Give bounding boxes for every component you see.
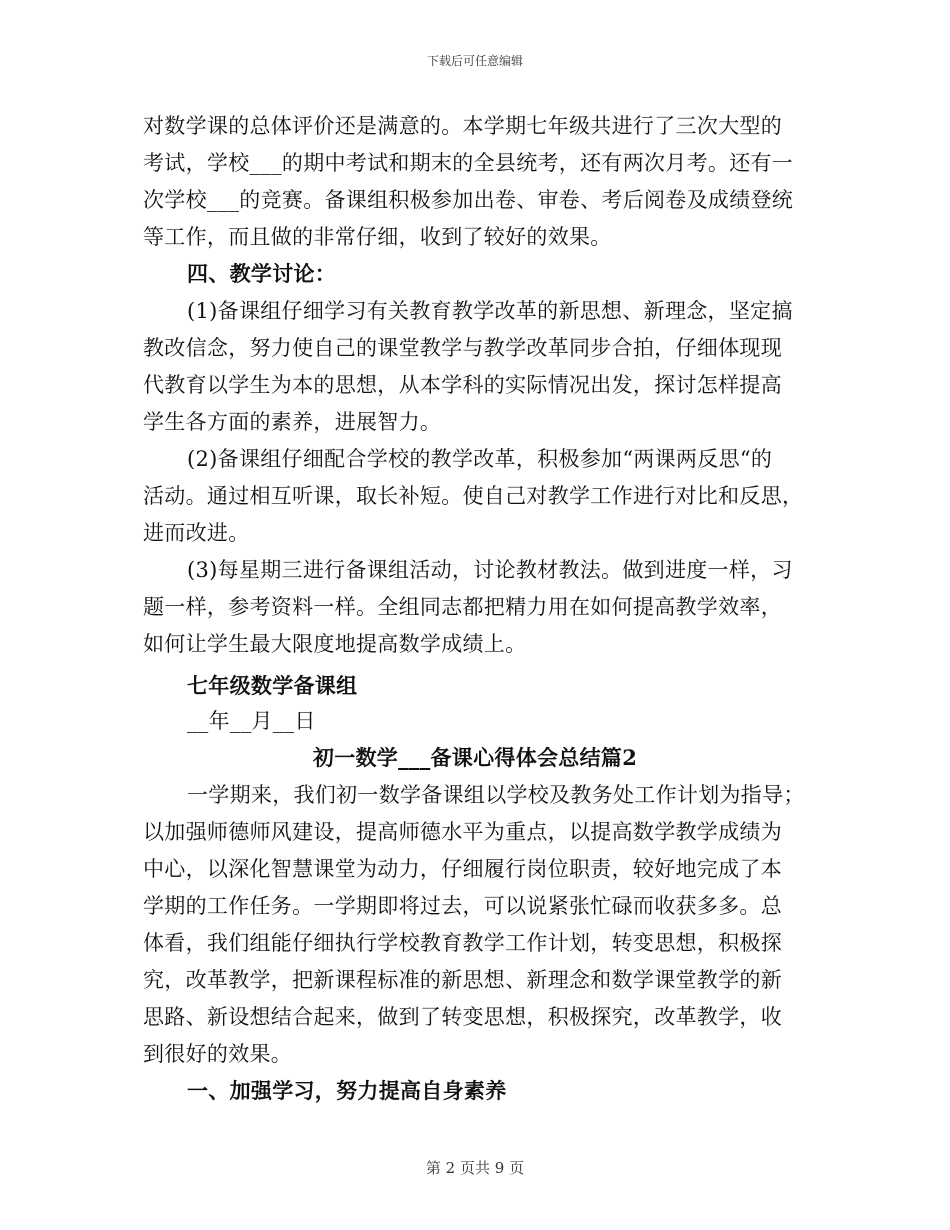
signature-date: __年__月__日	[187, 709, 316, 733]
body-line: 题一样，参考资料一样。全组同志都把精力用在如何提高教学效率，	[143, 595, 782, 619]
body-line: 对数学课的总体评价还是满意的。本学期七年级共进行了三次大型的	[143, 114, 782, 138]
body-line: 中心，以深化智慧课堂为动力，仔细履行岗位职责，较好地完成了本	[143, 857, 782, 881]
article-title: 初一数学___备课心得体会总结篇2	[312, 745, 638, 770]
page-footer: 第 2 页共 9 页	[425, 1159, 525, 1177]
body-line: 活动。通过相互听课，取长补短。使自己对教学工作进行对比和反思，	[143, 484, 804, 508]
body-line: 如何让学生最大限度地提高数学成绩上。	[143, 632, 527, 656]
body-line: 以加强师德师风建设，提高师德水平为重点，以提高数学教学成绩为	[143, 820, 782, 844]
section-heading: 四、教学讨论：	[187, 261, 337, 286]
body-line: 到很好的效果。	[143, 1042, 293, 1066]
body-line: 体看，我们组能仔细执行学校教育教学工作计划，转变思想，积极探	[143, 931, 782, 955]
body-line: 等工作，而且做的非常仔细，收到了较好的效果。	[143, 225, 612, 249]
body-line: (2)备课组仔细配合学校的教学改革，积极参加“两课两反思“的	[187, 447, 773, 471]
body-line: 学期的工作任务。一学期即将过去，可以说紧张忙碌而收获多多。总	[143, 894, 782, 918]
section-heading: 一、加强学习，努力提高自身素养	[187, 1078, 507, 1103]
body-line: 一学期来，我们初一数学备课组以学校及教务处工作计划为指导；	[187, 783, 805, 807]
page-header: 下载后可任意编辑	[426, 54, 523, 68]
body-line: (3)每星期三进行备课组活动，讨论教材教法。做到进度一样，习	[187, 558, 793, 582]
body-line: 次学校___的竞赛。备课组积极参加出卷、审卷、考后阅卷及成绩登统	[143, 188, 794, 212]
body-line: 教改信念，努力使自己的课堂教学与教学改革同步合拍，仔细体现现	[143, 336, 782, 360]
body-line: 学生各方面的素养，进展智力。	[143, 410, 442, 434]
signature-group: 七年级数学备课组	[187, 673, 358, 698]
body-line: 代教育以学生为本的思想，从本学科的实际情况出发，探讨怎样提高	[143, 373, 782, 397]
body-line: 进而改进。	[143, 521, 250, 545]
body-line: (1)备课组仔细学习有关教育教学改革的新思想、新理念，坚定搞	[187, 299, 793, 323]
body-line: 考试，学校___的期中考试和期末的全县统考，还有两次月考。还有一	[143, 151, 794, 175]
body-line: 究，改革教学，把新课程标准的新思想、新理念和数学课堂教学的新	[143, 968, 782, 992]
body-line: 思路、新设想结合起来，做到了转变思想，积极探究，改革教学，收	[143, 1005, 782, 1029]
